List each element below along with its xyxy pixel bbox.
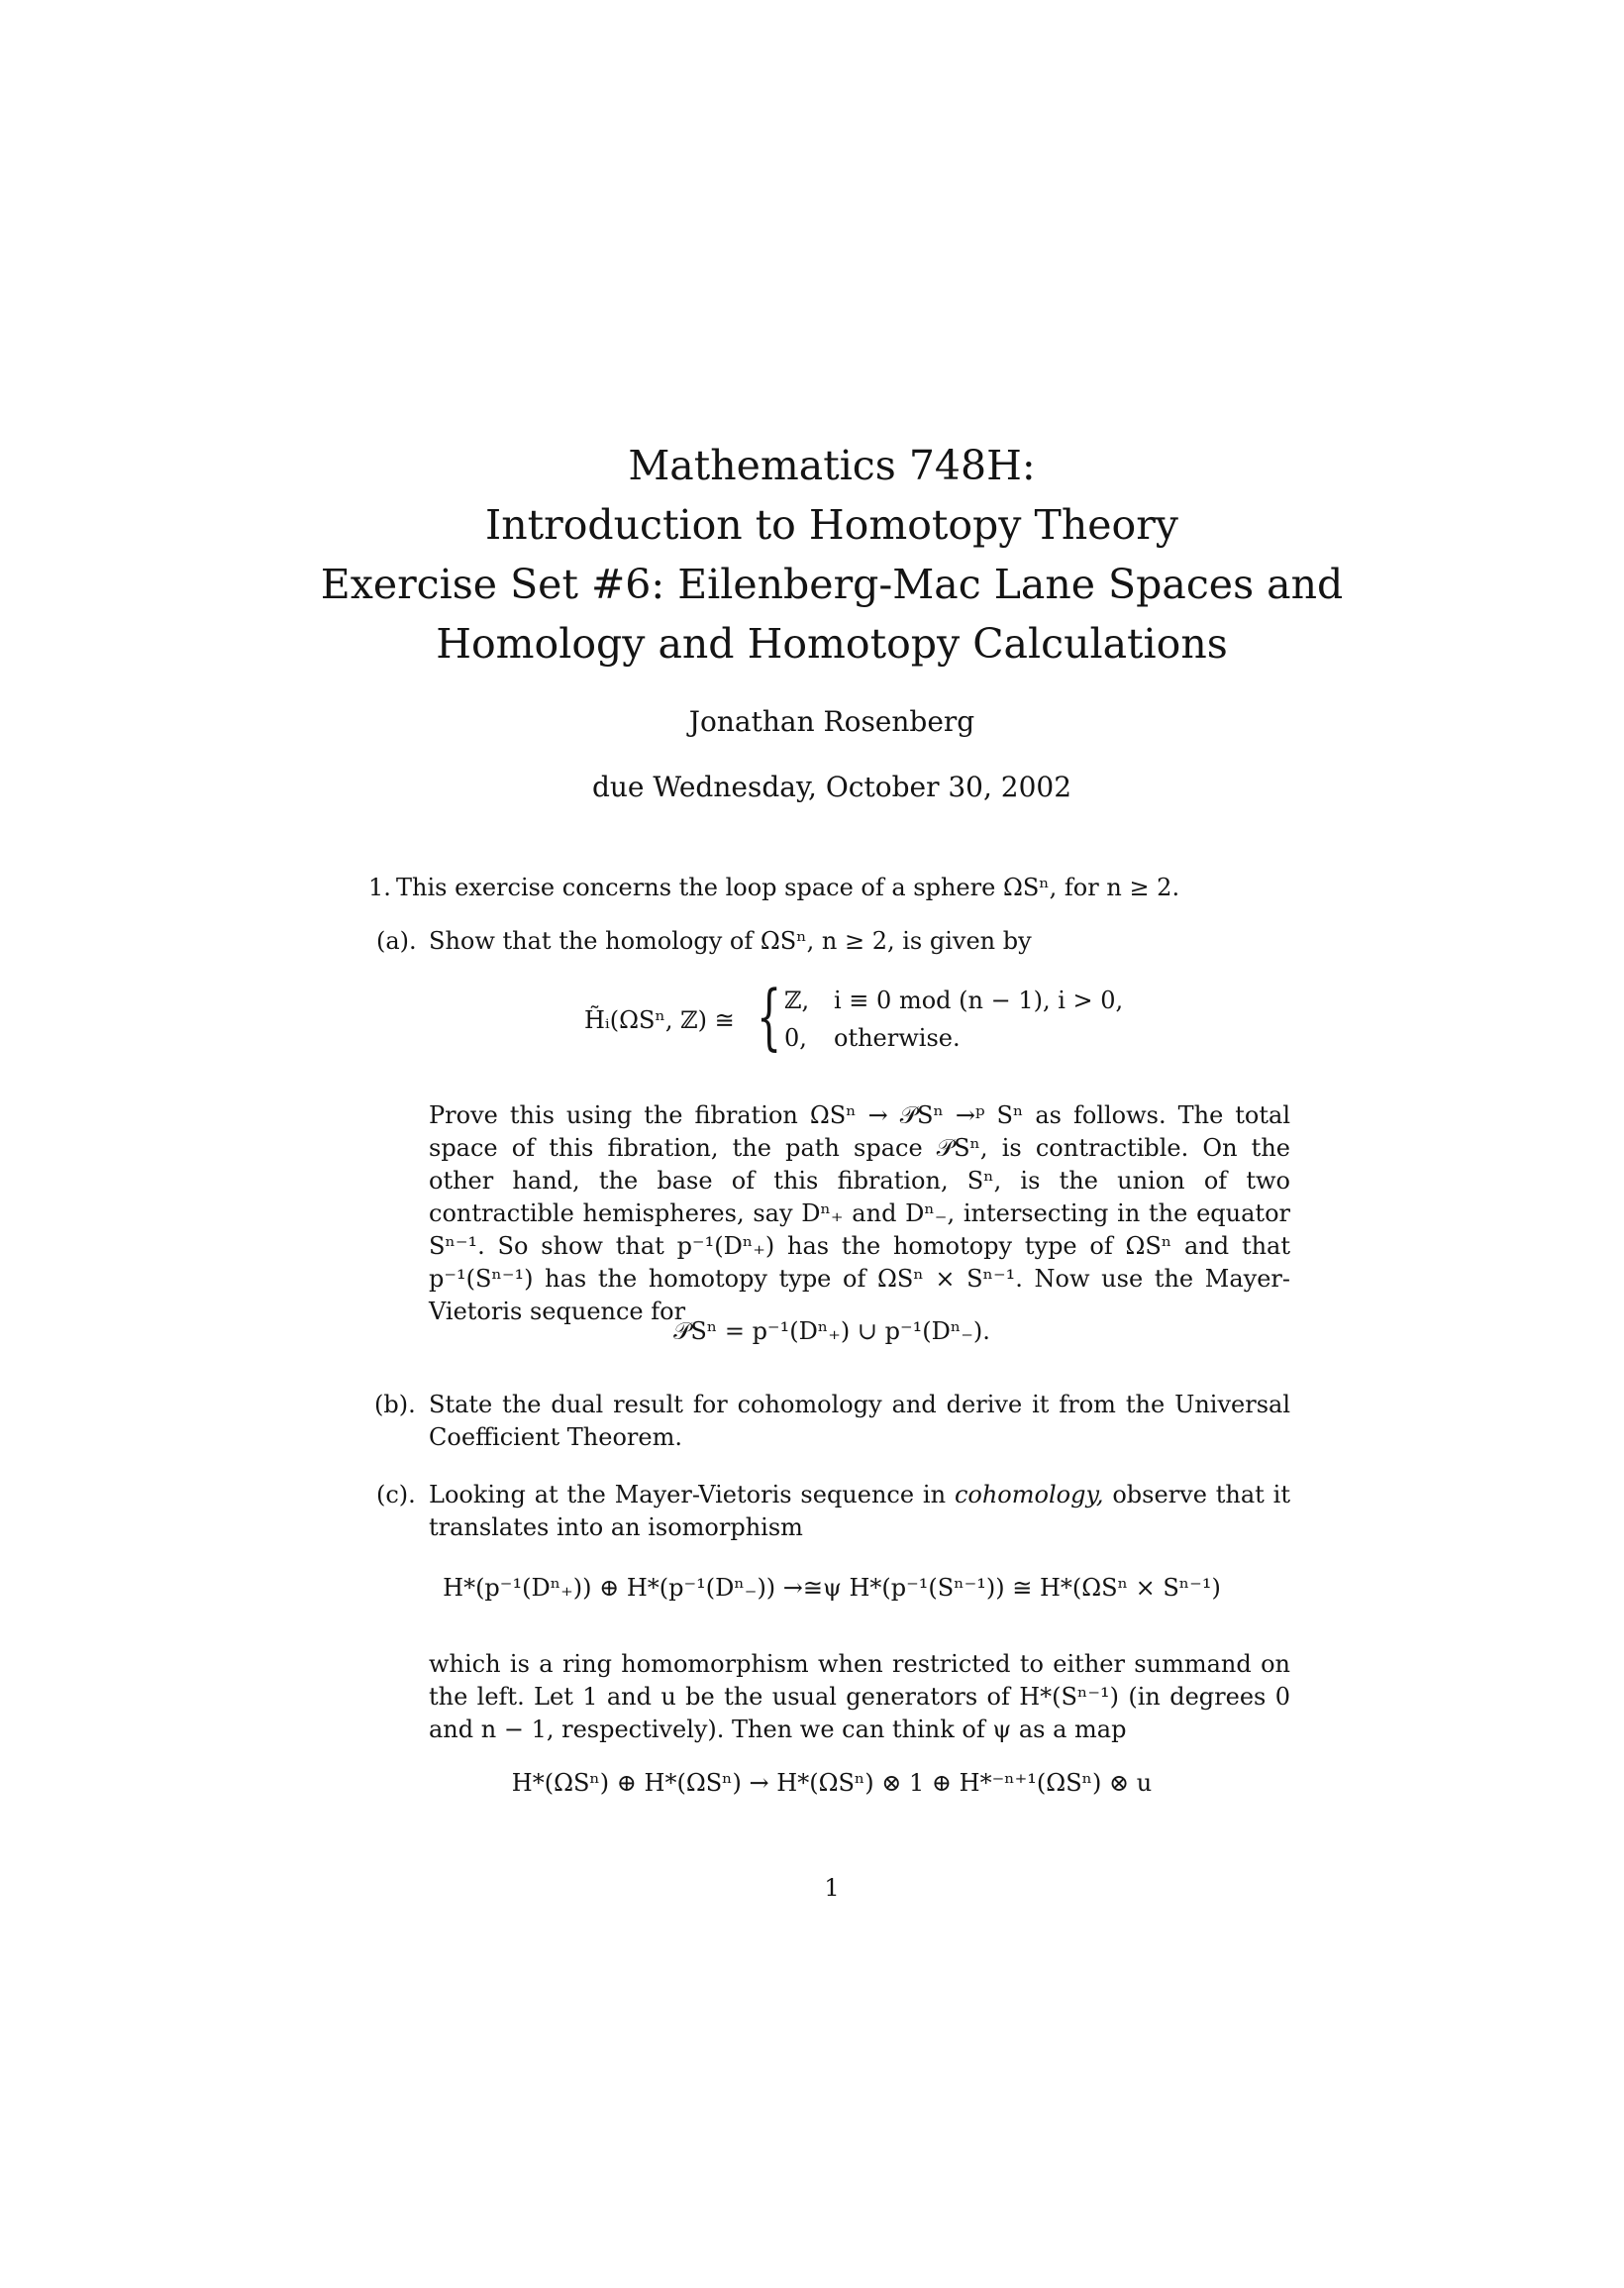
part-c-text-after: observe that it translates into an isomorphism — [429, 1481, 1290, 1541]
part-c-text-before: Looking at the Mayer-Vietoris sequence in — [429, 1481, 947, 1508]
part-a-proof: Prove this using the fibration ΩSⁿ → 𝒫Sⁿ →ᵖ Sⁿ as follows. The total space of this fibration, the path space 𝒫Sⁿ, is contractible. On the other hand, the base of this fibration, Sⁿ, is the union of two contractible hemispheres, say Dⁿ₊ and Dⁿ₋, intersecting in the equator Sⁿ⁻¹. So show that p⁻¹(Dⁿ₊) has the homotopy type of ΩSⁿ and that p⁻¹(Sⁿ⁻¹) has the homotopy type of ΩSⁿ × Sⁿ⁻¹. Now use the Mayer-Vietoris sequence for — [429, 1101, 1290, 1325]
part-c-text-2: which is a ring homomorphism when restricted to either summand on the left. Let 1 and u be the usual generators of H*(Sⁿ⁻¹) (in degrees 0 and n − 1, respectively). Then we can think of ψ as a map — [429, 1650, 1290, 1743]
part-a-statement: Show that the homology of ΩSⁿ, n ≥ 2, is given by — [429, 927, 1032, 955]
part-b-label: (b). — [374, 1391, 416, 1418]
mayer-vietoris-equation: 𝒫Sⁿ = p⁻¹(Dⁿ₊) ∪ p⁻¹(Dⁿ₋). — [673, 1317, 990, 1345]
title-line-2: Introduction to Homotopy Theory — [485, 501, 1178, 549]
part-c-text — [429, 1479, 1290, 1544]
part-c-emphasis: cohomology, — [954, 1481, 1104, 1508]
title-line-4: Homology and Homotopy Calculations — [436, 620, 1228, 668]
problem-intro: This exercise concerns the loop space of a sphere ΩSⁿ, for n ≥ 2. — [396, 874, 1180, 901]
case-1-value: ℤ, — [784, 987, 810, 1014]
map-equation: H*(ΩSⁿ) ⊕ H*(ΩSⁿ) → H*(ΩSⁿ) ⊗ 1 ⊕ H*⁻ⁿ⁺¹(ΩSⁿ) ⊗ u — [511, 1769, 1153, 1797]
document-title — [0, 436, 1624, 674]
isomorphism-equation: H*(p⁻¹(Dⁿ₊)) ⊕ H*(p⁻¹(Dⁿ₋)) →≅ψ H*(p⁻¹(Sⁿ⁻¹)) ≅ H*(ΩSⁿ × Sⁿ⁻¹) — [443, 1574, 1221, 1602]
case-2-value: 0, — [784, 1024, 807, 1052]
title-line-1: Mathematics 748H: — [628, 442, 1036, 489]
homology-eq-lhs: H̃ᵢ(ΩSⁿ, ℤ) ≅ — [584, 1006, 735, 1034]
part-b-text: State the dual result for cohomology and derive it from the Universal Coefficient Theorem. — [429, 1391, 1290, 1451]
problem-number: 1. — [368, 874, 391, 901]
cases-brace: { — [757, 975, 782, 1058]
due-date: due Wednesday, October 30, 2002 — [591, 771, 1072, 803]
case-row-2 — [784, 1024, 961, 1052]
part-a-label: (a). — [376, 927, 417, 955]
author: Jonathan Rosenberg — [688, 705, 975, 738]
case-1-condition: i ≡ 0 mod (n − 1), i > 0, — [834, 987, 1124, 1014]
case-2-condition: otherwise. — [834, 1024, 961, 1052]
case-row-1 — [784, 987, 1123, 1014]
page-number: 1 — [824, 1874, 840, 1902]
title-line-3: Exercise Set #6: Eilenberg-Mac Lane Spaces and — [320, 561, 1344, 608]
part-c-label: (c). — [376, 1481, 416, 1508]
homology-cases-equation — [584, 975, 1178, 1064]
